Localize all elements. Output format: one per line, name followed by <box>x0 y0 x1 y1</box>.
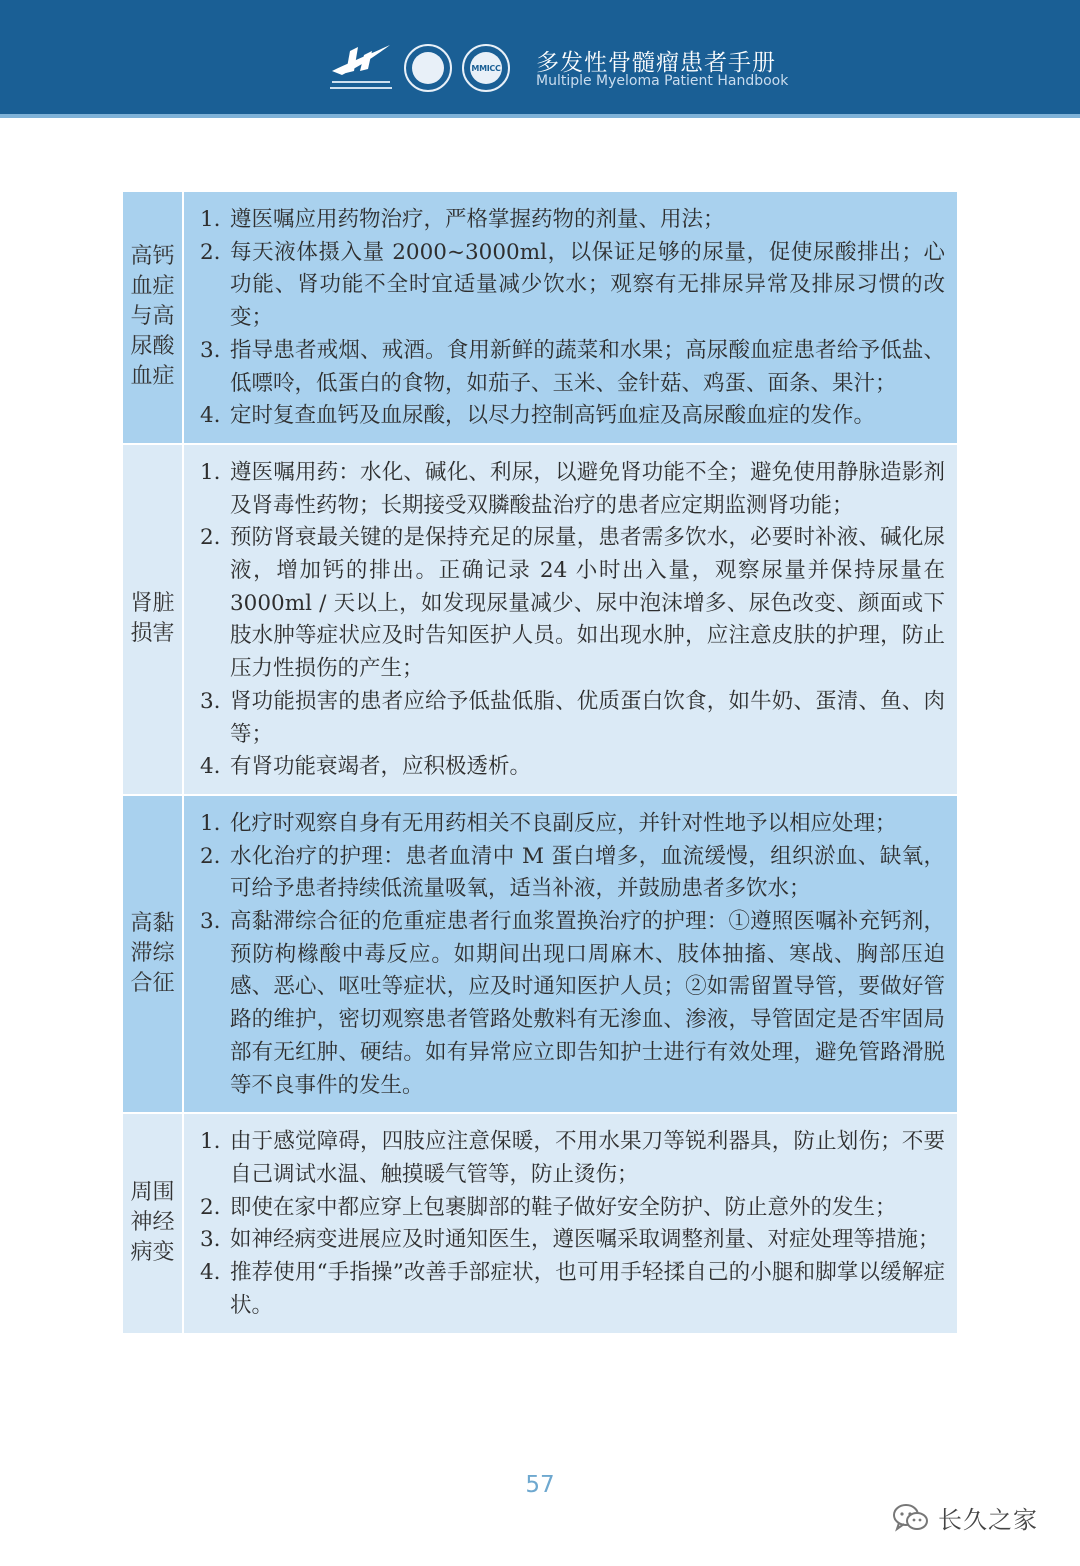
association-logo-icon <box>328 41 394 95</box>
item-number: 4. <box>200 403 221 429</box>
item-text: 指导患者戒烟、戒酒。食用新鲜的蔬菜和水果；高尿酸血症患者给予低盐、低嘌呤，低蛋白的食物，如茄子、玉米、金针菇、鸡蛋、面条、果汁； <box>230 337 945 396</box>
list-item <box>200 1192 945 1225</box>
row-content <box>184 1114 957 1332</box>
list-item <box>200 335 945 400</box>
row-category-label: 周围神经病变 <box>130 1180 175 1266</box>
row-category-label: 肾脏损害 <box>130 591 175 647</box>
item-text: 每天液体摄入量 2000~3000ml，以保证足够的尿量，促使尿酸排出；心功能、肾功能不全时宜适量减少饮水；观察有无排尿异常及排尿习惯的改变； <box>230 239 945 331</box>
item-number: 1. <box>200 459 221 485</box>
wechat-icon <box>892 1502 930 1534</box>
list-item <box>200 751 945 784</box>
item-text: 有肾功能衰竭者，应积极透析。 <box>230 754 532 780</box>
row-category <box>123 445 184 794</box>
item-text: 即使在家中都应穿上包裹脚部的鞋子做好安全防护、防止意外的发生； <box>230 1194 897 1220</box>
watermark-text: 长久之家 <box>938 1506 1038 1534</box>
mmicc-logo-text: MMICC <box>471 63 501 73</box>
row-content <box>184 796 957 1112</box>
list-item <box>200 522 945 686</box>
item-text: 遵医嘱用药：水化、碱化、利尿，以避免肾功能不全；避免使用静脉造影剂及肾毒性药物；长期接受双膦酸盐治疗的患者应定期监测肾功能； <box>230 459 945 518</box>
item-number: 3. <box>200 1227 221 1253</box>
table-row <box>123 192 957 445</box>
item-number: 3. <box>200 337 221 363</box>
handbook-subtitle: Multiple Myeloma Patient Handbook <box>536 73 789 89</box>
handbook-title: 多发性骨髓瘤患者手册 <box>536 50 776 76</box>
item-text: 推荐使用“手指操”改善手部症状，也可用手轻揉自己的小腿和脚掌以缓解症状。 <box>230 1260 945 1318</box>
item-text: 肾功能损害的患者应给予低盐低脂、优质蛋白饮食，如牛奶、蛋清、鱼、肉等； <box>230 688 945 747</box>
row-category <box>123 192 184 443</box>
table-row <box>123 1114 957 1334</box>
header-logos <box>328 40 510 96</box>
item-number: 3. <box>200 688 221 714</box>
item-number: 1. <box>200 207 221 232</box>
item-text: 由于感觉障碍，四肢应注意保暖，不用水果刀等锐利器具，防止划伤；不要自己调试水温、触摸暖气管等，防止烫伤； <box>230 1129 945 1187</box>
item-number: 3. <box>200 909 221 935</box>
list-item <box>200 237 945 335</box>
society-seal-icon <box>404 44 452 92</box>
care-guidance-table <box>123 192 957 1335</box>
list-item <box>200 400 945 433</box>
row-category <box>123 796 184 1112</box>
table-row <box>123 796 957 1114</box>
item-text: 水化治疗的护理：患者血清中 M 蛋白增多，血流缓慢，组织淤血、缺氧，可给予患者持续低流量吸氧，适当补液，并鼓励患者多饮水； <box>230 843 945 902</box>
item-number: 4. <box>200 1260 221 1286</box>
item-number: 1. <box>200 1129 221 1155</box>
list-item <box>200 204 945 237</box>
list-item <box>200 906 945 1102</box>
item-text: 如神经病变进展应及时通知医生，遵医嘱采取调整剂量、对症处理等措施； <box>230 1227 940 1253</box>
wechat-watermark <box>892 1500 1038 1535</box>
row-category <box>123 1114 184 1332</box>
item-number: 2. <box>200 843 221 869</box>
item-text: 高黏滞综合征的危重症患者行血浆置换治疗的护理：①遵照医嘱补充钙剂，预防枸橼酸中毒反应。如期间出现口周麻木、肢体抽搐、寒战、胸部压迫感、恶心、呕吐等症状，应及时通知医护人员；②如需留置导管，要做好管路的维护，密切观察患者管路处敷料有无渗血、渗液，导管固定是否牢固局部有无红肿、硬结。如有异常应立即告知护士进行有效处理，避免管路滑脱等不良事件的发生。 <box>230 909 945 1098</box>
row-content <box>184 445 957 794</box>
item-text: 化疗时观察自身有无用药相关不良副反应，并针对性地予以相应处理； <box>230 810 897 836</box>
list-item <box>200 457 945 522</box>
item-number: 2. <box>200 239 221 265</box>
item-text: 预防肾衰最关键的是保持充足的尿量，患者需多饮水，必要时补液、碱化尿液，增加钙的排出。正确记录 24 小时出入量，观察尿量并保持尿量在 3000ml / 天以上，如发现尿量减少、尿中泡沫增多、尿色改变、颜面或下肢水肿等症状应及时告知医护人员。如出现水肿，应注意皮肤的护理，防止压力性损伤的产生； <box>230 525 945 682</box>
item-number: 2. <box>200 1194 221 1220</box>
list-item <box>200 808 945 841</box>
page-header <box>0 0 1080 118</box>
list-item <box>200 1126 945 1191</box>
item-text: 定时复查血钙及血尿酸，以尽力控制高钙血症及高尿酸血症的发作。 <box>230 403 876 429</box>
table-row <box>123 445 957 796</box>
list-item <box>200 1224 945 1257</box>
item-number: 1. <box>200 810 221 836</box>
item-number: 4. <box>200 754 221 780</box>
row-content <box>184 192 957 443</box>
item-number: 2. <box>200 525 221 551</box>
mmicc-logo-icon <box>462 44 510 92</box>
page-number: 57 <box>525 1472 555 1498</box>
row-category-label: 高钙血症与高尿酸血症 <box>130 244 175 390</box>
list-item <box>200 686 945 751</box>
item-text: 遵医嘱应用药物治疗，严格掌握药物的剂量、用法； <box>230 207 725 232</box>
list-item <box>200 1257 945 1322</box>
row-category-label: 高黏滞综合征 <box>130 911 175 997</box>
list-item <box>200 841 945 906</box>
